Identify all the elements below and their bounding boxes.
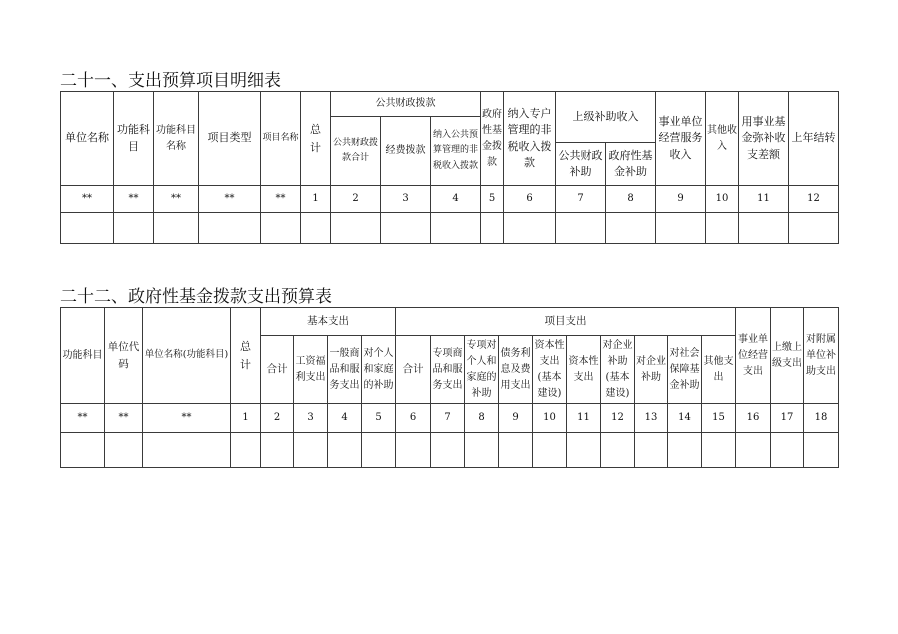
header-unit-name: 单位名称 <box>61 92 114 186</box>
data-cell: ** <box>61 186 114 213</box>
header-funding-allocation: 经费拨款 <box>381 117 431 186</box>
data-cell: 15 <box>702 404 736 433</box>
data-cell: 17 <box>771 404 804 433</box>
data-cell: ** <box>199 186 261 213</box>
data-cell: 6 <box>504 186 556 213</box>
header-total-label: 总计 <box>239 339 251 371</box>
header-project-name: 项目名称 <box>261 92 301 186</box>
data-cell: 5 <box>481 186 504 213</box>
header-function-subject: 功能科目 <box>61 308 105 404</box>
empty-cell <box>261 213 301 244</box>
empty-cell <box>668 433 702 468</box>
data-cell: 7 <box>556 186 606 213</box>
empty-cell <box>431 213 481 244</box>
header-enterprise-construction: 对企业补助(基本建设) <box>601 336 635 404</box>
empty-cell <box>331 213 381 244</box>
header-total <box>231 308 261 404</box>
data-cell: 10 <box>706 186 739 213</box>
header-fund-cover: 用事业基金弥补收支差额 <box>739 92 789 186</box>
data-cell: 18 <box>804 404 839 433</box>
data-cell: 7 <box>431 404 465 433</box>
header-remit-superior: 上缴上级支出 <box>771 308 804 404</box>
header-special-personal-subsidy: 专项对个人和家庭的补助 <box>465 336 499 404</box>
header-function-subject-name: 功能科目名称 <box>154 92 199 186</box>
table-row <box>61 186 839 213</box>
empty-row <box>61 213 839 244</box>
empty-cell <box>533 433 567 468</box>
data-cell: 12 <box>789 186 839 213</box>
header-debt-interest: 债务利息及费用支出 <box>499 336 533 404</box>
header-social-security-subsidy: 对社会保障基金补助 <box>668 336 702 404</box>
empty-cell <box>702 433 736 468</box>
data-cell: ** <box>154 186 199 213</box>
empty-cell <box>804 433 839 468</box>
data-cell: 3 <box>294 404 328 433</box>
header-unit-name: 单位名称(功能科目) <box>143 308 231 404</box>
empty-cell <box>739 213 789 244</box>
empty-cell <box>465 433 499 468</box>
data-cell: 10 <box>533 404 567 433</box>
data-cell: 8 <box>465 404 499 433</box>
data-cell: 6 <box>396 404 431 433</box>
data-cell: ** <box>261 186 301 213</box>
empty-cell <box>231 433 261 468</box>
empty-cell <box>556 213 606 244</box>
empty-cell <box>261 433 294 468</box>
header-total-label: 总计 <box>309 122 321 154</box>
empty-cell <box>606 213 656 244</box>
header-basic-total: 合计 <box>261 336 294 404</box>
header-capital-construction: 资本性支出(基本建设) <box>533 336 567 404</box>
empty-cell <box>199 213 261 244</box>
data-cell: 5 <box>362 404 396 433</box>
gov-fund-expenditure-budget-table <box>60 307 839 468</box>
data-cell: ** <box>105 404 143 433</box>
table21-title: 二十一、支出预算项目明细表 <box>60 71 281 91</box>
data-cell: 2 <box>331 186 381 213</box>
data-cell: 2 <box>261 404 294 433</box>
header-personal-family-subsidy: 对个人和家庭的补助 <box>362 336 396 404</box>
header-project-expenditure-group: 项目支出 <box>396 308 736 336</box>
empty-cell <box>154 213 199 244</box>
empty-cell <box>381 213 431 244</box>
data-cell: ** <box>61 404 105 433</box>
empty-cell <box>771 433 804 468</box>
data-cell: 4 <box>431 186 481 213</box>
empty-cell <box>656 213 706 244</box>
data-cell: 11 <box>567 404 601 433</box>
empty-cell <box>362 433 396 468</box>
empty-cell <box>481 213 504 244</box>
data-cell: 9 <box>656 186 706 213</box>
table-row <box>61 404 839 433</box>
header-enterprise-subsidy: 对企业补助 <box>635 336 668 404</box>
header-other-expenditure: 其他支出 <box>702 336 736 404</box>
header-institution-service-income: 事业单位经营服务收入 <box>656 92 706 186</box>
empty-cell <box>499 433 533 468</box>
empty-cell <box>635 433 668 468</box>
header-institution-operation: 事业单位经营支出 <box>736 308 771 404</box>
data-cell: 1 <box>301 186 331 213</box>
empty-cell <box>61 433 105 468</box>
empty-cell <box>328 433 362 468</box>
data-cell: 13 <box>635 404 668 433</box>
expenditure-project-detail-table <box>60 91 839 244</box>
empty-cell <box>601 433 635 468</box>
table22-title: 二十二、政府性基金拨款支出预算表 <box>60 287 332 307</box>
data-cell: ** <box>114 186 154 213</box>
empty-cell <box>301 213 331 244</box>
header-project-total: 合计 <box>396 336 431 404</box>
empty-cell <box>105 433 143 468</box>
empty-cell <box>143 433 231 468</box>
data-cell: 4 <box>328 404 362 433</box>
header-total <box>301 92 331 186</box>
header-function-subject: 功能科目 <box>114 92 154 186</box>
header-public-finance-subsidy: 公共财政补助 <box>556 143 606 186</box>
header-budget-nontax-allocation: 纳入公共预算管理的非税收入拨款 <box>431 117 481 186</box>
empty-cell <box>396 433 431 468</box>
data-cell: 9 <box>499 404 533 433</box>
header-public-finance-group: 公共财政拨款 <box>331 92 481 117</box>
empty-cell <box>504 213 556 244</box>
data-cell: 3 <box>381 186 431 213</box>
header-public-finance-total: 公共财政拨款合计 <box>331 117 381 186</box>
header-special-account-nontax: 纳入专户管理的非税收入拨款 <box>504 92 556 186</box>
header-special-goods-services: 专项商品和服务支出 <box>431 336 465 404</box>
header-gov-fund-subsidy: 政府性基金补助 <box>606 143 656 186</box>
empty-cell <box>789 213 839 244</box>
header-goods-services: 一般商品和服务支出 <box>328 336 362 404</box>
empty-cell <box>61 213 114 244</box>
data-cell: 14 <box>668 404 702 433</box>
data-cell: 12 <box>601 404 635 433</box>
data-cell: 1 <box>231 404 261 433</box>
empty-cell <box>114 213 154 244</box>
empty-cell <box>736 433 771 468</box>
data-cell: 16 <box>736 404 771 433</box>
header-other-income: 其他收入 <box>706 92 739 186</box>
data-cell: 11 <box>739 186 789 213</box>
header-wages-welfare: 工资福利支出 <box>294 336 328 404</box>
header-project-type: 项目类型 <box>199 92 261 186</box>
empty-cell <box>431 433 465 468</box>
header-gov-fund-allocation: 政府性基金拨款 <box>481 92 504 186</box>
header-affiliated-subsidy: 对附属单位补助支出 <box>804 308 839 404</box>
header-capital: 资本性支出 <box>567 336 601 404</box>
data-cell: 8 <box>606 186 656 213</box>
header-superior-subsidy-group: 上级补助收入 <box>556 92 656 143</box>
header-unit-code: 单位代码 <box>105 308 143 404</box>
empty-cell <box>706 213 739 244</box>
empty-row <box>61 433 839 468</box>
empty-cell <box>567 433 601 468</box>
empty-cell <box>294 433 328 468</box>
header-basic-expenditure-group: 基本支出 <box>261 308 396 336</box>
data-cell: ** <box>143 404 231 433</box>
header-prior-year-carryover: 上年结转 <box>789 92 839 186</box>
